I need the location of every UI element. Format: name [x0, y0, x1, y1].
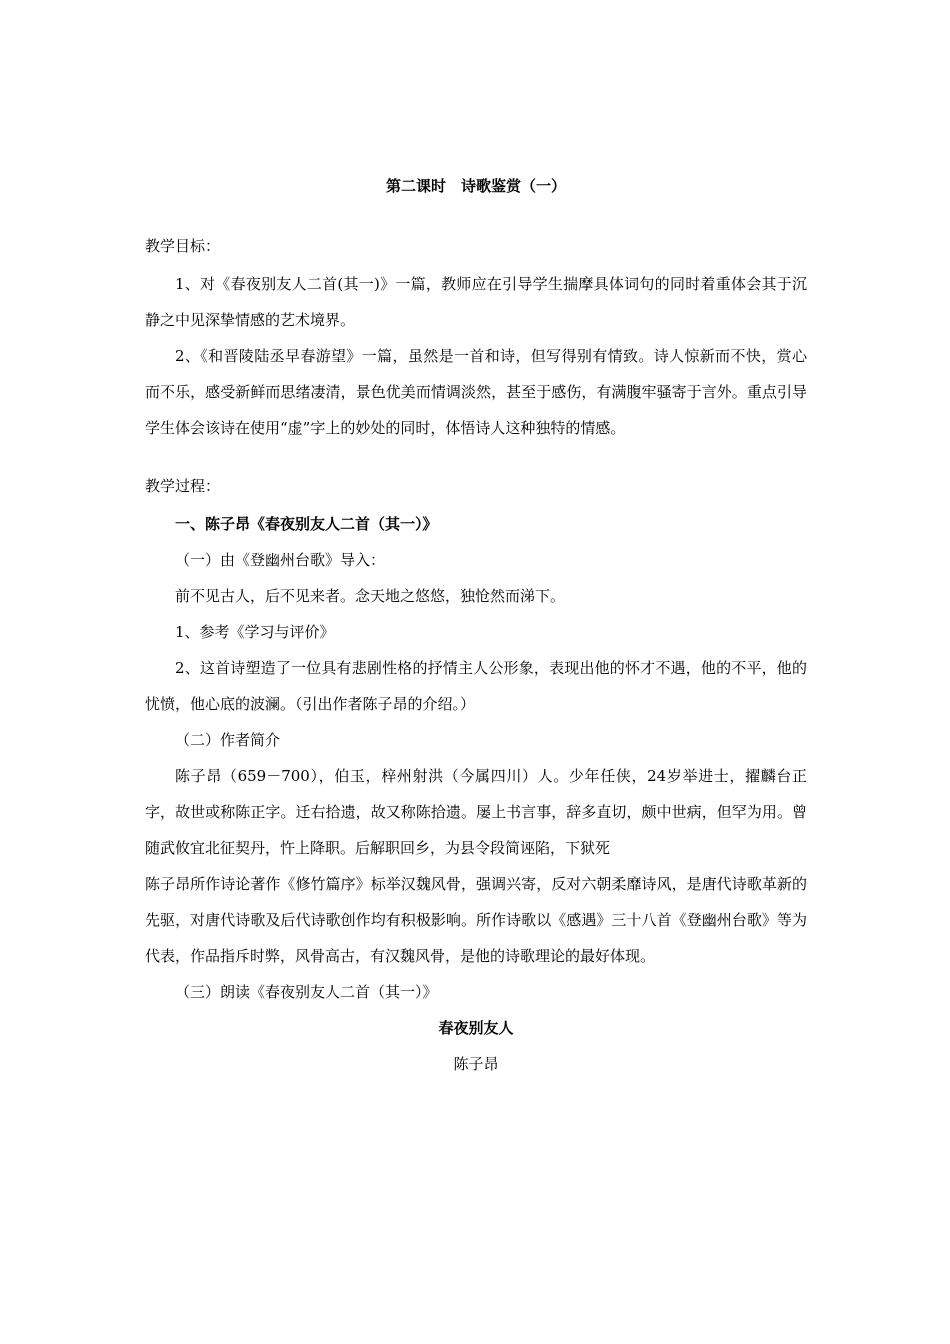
list-item: 2、这首诗塑造了一位具有悲剧性格的抒情主人公形象，表现出他的怀才不遇，他的不平，他的忧愤，他心底的波澜。（引出作者陈子昂的介绍。）	[145, 659, 807, 713]
list-item: 1、参考《学习与评价》	[175, 623, 335, 641]
objective-item: 2、《和晋陵陆丞早春游望》一篇，虽然是一首和诗，但写得别有情致。诗人惊新而不快，赏心而不乐，感受新鲜而思绪凄清，景色优美而情调淡然，甚至于感伤，有满腹牢骚寄于言外。重点引导学生体会该诗在使用“虚”字上的妙处的同时，体悟诗人这种独特的情感。	[145, 347, 807, 437]
subsection-heading: （三）朗读《春夜别友人二首（其一）》	[175, 983, 438, 1001]
lesson-title: 第二课时 诗歌鉴赏（一）	[385, 177, 566, 195]
subsection-heading: （二）作者简介	[175, 731, 281, 749]
author-works: 陈子昂所作诗论著作《修竹篇序》标举汉魏风骨，强调兴寄，反对六朝柔靡诗风，是唐代诗歌革新的先驱，对唐代诗歌及后代诗歌创作均有积极影响。所作诗歌以《感遇》三十八首《登幽州台歌》等为代表，作品指斥时弊，风骨高古，有汉魏风骨，是他的诗歌理论的最好体现。	[145, 875, 807, 965]
objective-item: 1、对《春夜别友人二首(其一)》一篇，教师应在引导学生揣摩具体词句的同时着重体会其于沉静之中见深挚情感的艺术境界。	[145, 275, 807, 329]
author-bio: 陈子昂（659－700），伯玉，梓州射洪（今属四川）人。少年任侠，24岁举进士，擢麟台正字，故世或称陈正字。迁右拾遗，故又称陈拾遗。屡上书言事，辞多直切，颇中世病，但罕为用。曾随武攸宜北征契丹，忤上降职。后解职回乡，为县令段简诬陷，下狱死	[145, 767, 807, 857]
section-heading: 一、陈子昂《春夜别友人二首（其一）》	[175, 515, 438, 533]
subsection-heading: （一）由《登幽州台歌》导入：	[175, 551, 386, 569]
poem-title: 春夜别友人	[438, 1019, 514, 1037]
document-content	[145, 174, 807, 1082]
objectives-label: 教学目标：	[145, 237, 221, 255]
quoted-poem: 前不见古人，后不见来者。念天地之悠悠，独怆然而涕下。	[175, 587, 566, 605]
process-label: 教学过程：	[145, 477, 221, 495]
poem-author: 陈子昂	[453, 1055, 499, 1073]
